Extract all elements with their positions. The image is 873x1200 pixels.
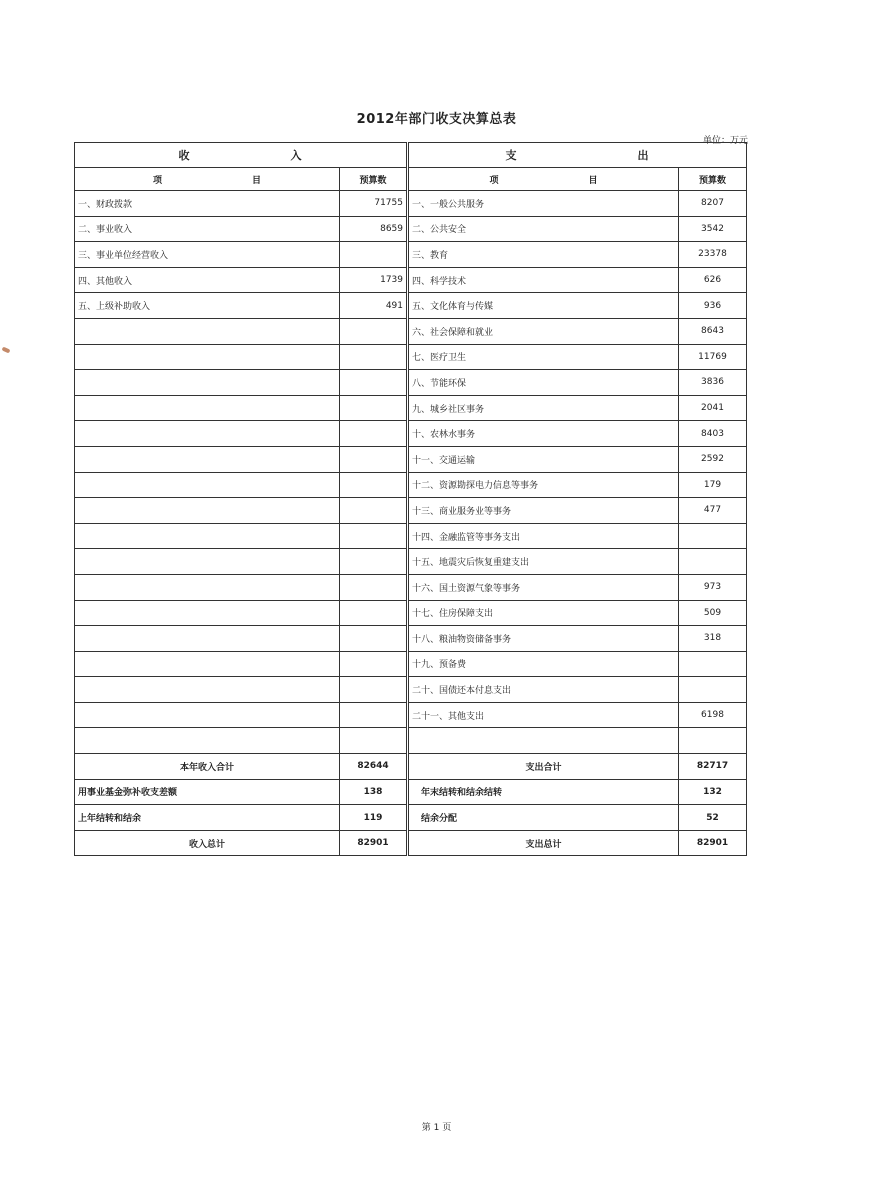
expense-item: 十、农林水事务 [409, 421, 679, 447]
expense-amount: 477 [679, 498, 747, 524]
income-amount [340, 344, 407, 370]
income-item [75, 728, 340, 754]
income-amount [340, 600, 407, 626]
table-row [75, 370, 747, 396]
income-item [75, 549, 340, 575]
page-number: 第 1 页 [421, 1123, 452, 1133]
expense-item-header: 项 目 [409, 168, 679, 191]
expense-item: 十六、国土资源气象等事务 [409, 574, 679, 600]
income-amount: 1739 [340, 267, 407, 293]
income-item [75, 574, 340, 600]
expense-amount: 6198 [679, 702, 747, 728]
expense-item: 九、城乡社区事务 [409, 395, 679, 421]
income-item: 一、财政拨款 [75, 191, 340, 217]
income-amount: 8659 [340, 216, 407, 242]
income-section-header: 收 入 [75, 143, 407, 168]
expense-total-item: 支出总计 [409, 830, 679, 856]
table-row [75, 651, 747, 677]
income-amount: 71755 [340, 191, 407, 217]
income-item [75, 626, 340, 652]
income-amount [340, 421, 407, 447]
expense-amount [679, 549, 747, 575]
table-row [75, 574, 747, 600]
expense-item: 一、一般公共服务 [409, 191, 679, 217]
income-total-item: 上年结转和结余 [75, 805, 340, 831]
income-amount [340, 677, 407, 703]
income-amount [340, 574, 407, 600]
expense-amount: 509 [679, 600, 747, 626]
expense-amount-header: 预算数 [679, 168, 747, 191]
income-amount [340, 728, 407, 754]
expense-item: 五、文化体育与传媒 [409, 293, 679, 319]
income-item [75, 677, 340, 703]
table-row [75, 267, 747, 293]
table-row [75, 626, 747, 652]
income-total-amount: 119 [340, 805, 407, 831]
expense-item: 八、节能环保 [409, 370, 679, 396]
table-row [75, 728, 747, 754]
income-item [75, 472, 340, 498]
income-item [75, 395, 340, 421]
expense-item: 十一、交通运输 [409, 446, 679, 472]
table-row [75, 395, 747, 421]
expense-item: 七、医疗卫生 [409, 344, 679, 370]
income-amount [340, 523, 407, 549]
section-header-row [75, 143, 747, 168]
income-item: 二、事业收入 [75, 216, 340, 242]
income-amount [340, 626, 407, 652]
income-item-header: 项 目 [75, 168, 340, 191]
expense-item: 十三、商业服务业等事务 [409, 498, 679, 524]
income-amount [340, 498, 407, 524]
expense-item [409, 728, 679, 754]
income-amount [340, 395, 407, 421]
expense-amount: 936 [679, 293, 747, 319]
total-row [75, 830, 747, 856]
table-row [75, 472, 747, 498]
income-item: 四、其他收入 [75, 267, 340, 293]
income-item [75, 421, 340, 447]
income-item [75, 523, 340, 549]
expense-amount [679, 677, 747, 703]
table-row [75, 216, 747, 242]
expense-amount: 2041 [679, 395, 747, 421]
expense-total-amount: 132 [679, 779, 747, 805]
expense-total-amount: 52 [679, 805, 747, 831]
income-total-amount: 138 [340, 779, 407, 805]
table-row [75, 191, 747, 217]
table-row [75, 677, 747, 703]
unit-label: 单位：万元 [702, 136, 748, 146]
income-amount [340, 472, 407, 498]
income-total-amount: 82901 [340, 830, 407, 856]
expense-total-amount: 82901 [679, 830, 747, 856]
income-amount [340, 370, 407, 396]
expense-amount: 11769 [679, 344, 747, 370]
income-item [75, 600, 340, 626]
expense-amount: 318 [679, 626, 747, 652]
table-row [75, 446, 747, 472]
income-total-amount: 82644 [340, 754, 407, 780]
scan-smudge [2, 346, 11, 353]
table-row [75, 702, 747, 728]
income-item [75, 498, 340, 524]
income-amount [340, 651, 407, 677]
income-amount [340, 318, 407, 344]
table-row [75, 242, 747, 268]
total-row [75, 779, 747, 805]
expense-total-item: 年末结转和结余结转 [409, 779, 679, 805]
expense-item: 二十一、其他支出 [409, 702, 679, 728]
expense-item: 二十、国债还本付息支出 [409, 677, 679, 703]
income-item [75, 651, 340, 677]
expense-amount [679, 651, 747, 677]
income-item [75, 702, 340, 728]
table-row [75, 318, 747, 344]
income-amount [340, 702, 407, 728]
column-header-row [75, 168, 747, 191]
expense-item: 四、科学技术 [409, 267, 679, 293]
budget-table [74, 142, 747, 856]
income-amount [340, 242, 407, 268]
total-row [75, 805, 747, 831]
income-item [75, 370, 340, 396]
expense-amount: 3836 [679, 370, 747, 396]
income-amount: 491 [340, 293, 407, 319]
table-row [75, 600, 747, 626]
expense-section-header: 支 出 [409, 143, 747, 168]
expense-amount: 626 [679, 267, 747, 293]
expense-amount: 3542 [679, 216, 747, 242]
expense-amount: 23378 [679, 242, 747, 268]
expense-item: 十四、金融监管等事务支出 [409, 523, 679, 549]
income-amount [340, 446, 407, 472]
income-total-item: 收入总计 [75, 830, 340, 856]
income-item: 三、事业单位经营收入 [75, 242, 340, 268]
income-item [75, 446, 340, 472]
table-row [75, 523, 747, 549]
expense-item: 十七、住房保障支出 [409, 600, 679, 626]
expense-item: 十八、粮油物资储备事务 [409, 626, 679, 652]
expense-amount: 2592 [679, 446, 747, 472]
expense-item: 十二、资源勘探电力信息等事务 [409, 472, 679, 498]
expense-item: 二、公共安全 [409, 216, 679, 242]
expense-item: 六、社会保障和就业 [409, 318, 679, 344]
table-row [75, 344, 747, 370]
income-item: 五、上级补助收入 [75, 293, 340, 319]
table-row [75, 498, 747, 524]
expense-item: 三、教育 [409, 242, 679, 268]
table-row [75, 421, 747, 447]
expense-amount: 973 [679, 574, 747, 600]
expense-amount: 179 [679, 472, 747, 498]
expense-total-item: 支出合计 [409, 754, 679, 780]
income-amount [340, 549, 407, 575]
expense-amount: 8403 [679, 421, 747, 447]
expense-amount: 8643 [679, 318, 747, 344]
expense-item: 十九、预备费 [409, 651, 679, 677]
table-row [75, 549, 747, 575]
expense-item: 十五、地震灾后恢复重建支出 [409, 549, 679, 575]
income-item [75, 344, 340, 370]
total-row [75, 754, 747, 780]
income-total-item: 用事业基金弥补收支差额 [75, 779, 340, 805]
income-total-item: 本年收入合计 [75, 754, 340, 780]
expense-amount [679, 523, 747, 549]
table-row [75, 293, 747, 319]
expense-amount: 8207 [679, 191, 747, 217]
expense-amount [679, 728, 747, 754]
income-item [75, 318, 340, 344]
expense-total-amount: 82717 [679, 754, 747, 780]
expense-total-item: 结余分配 [409, 805, 679, 831]
page-title: 2012年部门收支决算总表 [356, 112, 517, 127]
income-amount-header: 预算数 [340, 168, 407, 191]
